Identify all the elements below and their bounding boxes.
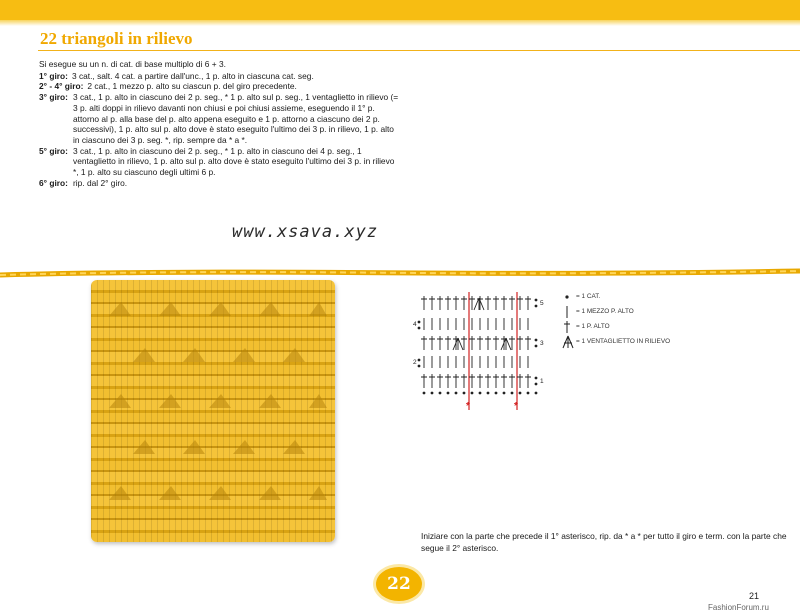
step-label: 6° giro: <box>39 177 68 188</box>
step-row-5 <box>39 146 399 178</box>
pattern-number-badge: 22 <box>376 567 422 601</box>
step-row-2-4 <box>39 81 399 92</box>
relief-fan-icon <box>562 335 576 349</box>
legend-label: = 1 CAT. <box>576 293 601 300</box>
step-label: 2° - 4° giro: <box>39 81 84 92</box>
chain-dot-icon <box>562 290 576 304</box>
asterisk-right: * <box>514 401 518 412</box>
step-row-3 <box>39 92 399 146</box>
site-credit: FashionForum.ru <box>708 603 769 612</box>
page-number: 21 <box>749 591 760 601</box>
row-label-1: 1 <box>540 378 544 385</box>
top-accent-fade <box>0 20 800 26</box>
step-label: 1° giro: <box>39 70 68 81</box>
step-label: 5° giro: <box>39 145 68 156</box>
stitch-diagram <box>413 290 556 415</box>
stitch-row-5 <box>421 296 531 310</box>
legend-label: = 1 VENTAGLIETTO IN RILIEVO <box>576 338 671 345</box>
crochet-swatch-photo <box>91 280 335 542</box>
row-label-5: 5 <box>540 300 544 307</box>
legend-label: = 1 P. ALTO <box>576 323 610 330</box>
instructions-intro: Si esegue su un n. di cat. di base multiplo di 6 + 3. <box>39 59 226 69</box>
legend-label: = 1 MEZZO P. ALTO <box>576 308 634 315</box>
finishing-note: Iniziare con la parte che precede il 1° asterisco, rip. da * a * per tutto il giro e term. con la parte che segue il 2° asterisco. <box>421 531 787 553</box>
stitch-row-3 <box>421 336 531 350</box>
chain-row <box>418 299 538 395</box>
stitch-row-4 <box>424 318 528 330</box>
stitch-row-2 <box>424 356 528 368</box>
title-divider <box>38 50 800 51</box>
step-text: rip. dal 2° giro. <box>73 177 128 188</box>
step-row-6 <box>39 178 399 189</box>
step-text: 3 cat., 1 p. alto in ciascuno dei 2 p. seg., * 1 p. alto sul p. seg., 1 ventaglietto in rilievo (= 3 p. alti doppi in rilievo davanti non chiusi e poi chiusi assieme, eseguendo il 1° p. attorno al p. alla base del p. alto appena eseguito e 1 p. attorno a ciascuno dei 2 p. successivi), 1 p. alto sul p. alto dove è stato eseguito l'ultimo dei 3 p. in rilievo, 1 p. alto in ciascuno dei 3 p. seg. *, rip. sempre da * a *. <box>73 92 399 145</box>
swatch-relief-pattern <box>91 280 335 542</box>
instructions-block <box>39 59 399 188</box>
row-label-2: 2 <box>413 359 417 366</box>
stitch-row-1 <box>421 374 531 388</box>
row-label-4: 4 <box>413 321 417 328</box>
step-text: 3 cat., 1 p. alto in ciascuno dei 2 p. seg., * 1 p. alto in ciascuno dei 4 p. seg., 1 ventaglietto in rilievo, 1 p. alto sul p. alto dove è stato eseguito l'ultimo dei 3 p. in rilievo *, 1 p. alto su ciascuno degli ultimi 6 p. <box>73 145 395 178</box>
row-label-3: 3 <box>540 340 544 347</box>
double-crochet-icon <box>562 320 576 334</box>
half-double-crochet-icon <box>562 305 576 319</box>
top-accent-bar <box>0 0 800 20</box>
stitch-rows <box>421 296 531 388</box>
step-text: 3 cat., salt. 4 cat. a partire dall'unc., 1 p. alto in ciascuna cat. seg. <box>71 70 314 81</box>
step-row-1 <box>39 71 399 82</box>
step-label: 3° giro: <box>39 92 68 103</box>
step-text: 2 cat., 1 mezzo p. alto su ciascun p. del giro precedente. <box>87 81 297 92</box>
watermark-url: www.xsava.xyz <box>232 222 379 242</box>
pattern-title: 22 triangoli in rilievo <box>40 29 193 48</box>
asterisk-left: * <box>466 401 470 412</box>
